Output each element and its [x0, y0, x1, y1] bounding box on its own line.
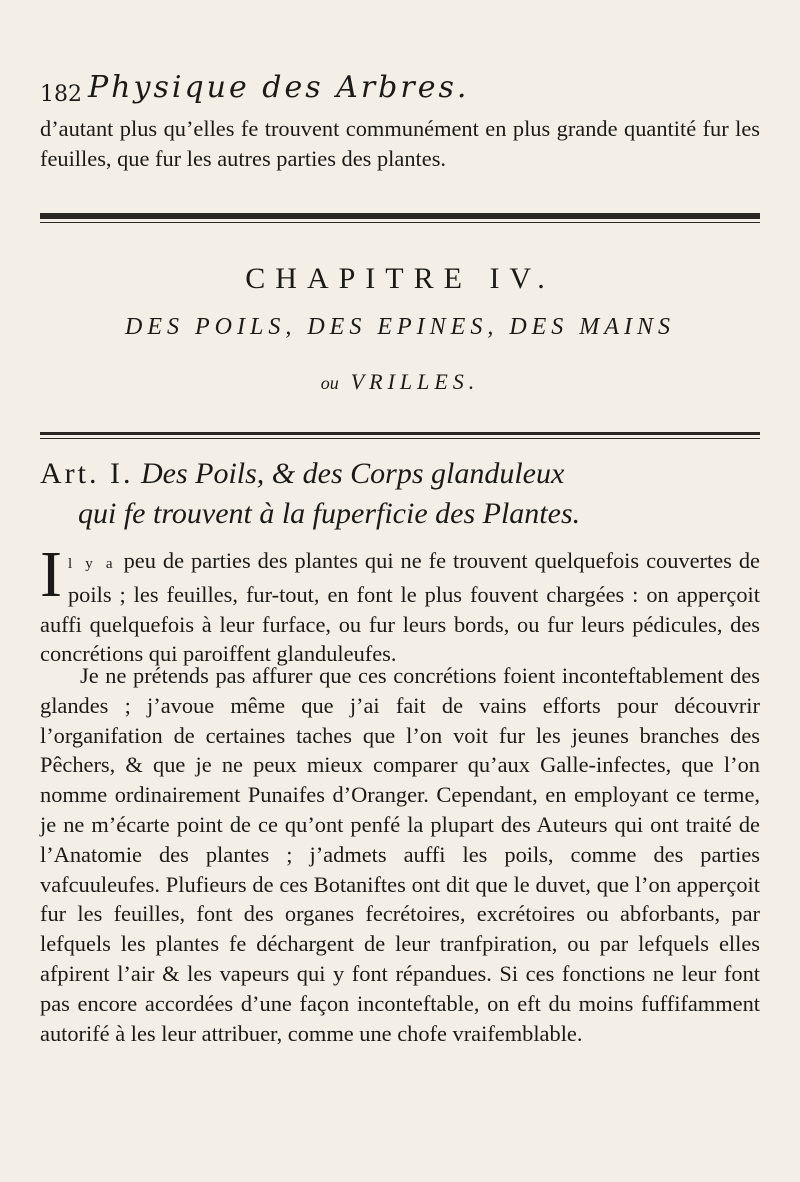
drop-cap: I [40, 538, 62, 611]
chapter-rule-thick [40, 213, 760, 219]
chapter-rule-thin [40, 222, 760, 223]
chapter-subtitle: DES POILS, DES EPINES, DES MAINS [125, 314, 675, 340]
chapter-title: CHAPITRE IV. [245, 262, 555, 295]
subtitle-ou: ou [320, 373, 339, 393]
running-head [40, 70, 760, 110]
page-number: 182 [40, 82, 82, 107]
paragraph-1-smallcaps: l y a [67, 556, 117, 572]
paragraph-1 [40, 538, 760, 669]
chapter-subtitle-line2 [40, 369, 760, 395]
intro-paragraph: d’autant plus qu’elles fe trouvent communément en plus grande quantité fur les feuilles, que fur les autres parties des plantes. [40, 116, 760, 171]
article-title-line1: Des Poils, & des Corps glanduleux [140, 457, 565, 490]
subtitle-vrilles: VRILLES. [350, 369, 480, 394]
running-title: Physique des Arbres. [88, 70, 470, 105]
paragraph-2: Je ne prétends pas affurer que ces concrétions foient inconteftablement des glandes ; j’avoue même que j’ai fait de vains efforts pour découvrir l’organifation de certaines taches que l’on voit fur les jeunes branches des Pêchers, & que je ne peux mieux comparer qu’aux Galle-infectes, que l’on nomme ordinairement Punaifes d’Oranger. Cependant, en employant ce terme, je ne m’écarte point de ce qu’ont penfé la plupart des Auteurs qui ont traité de l’Anatomie des plantes ; j’admets auffi les poils, comme des parties vafcuuleufes. Plufieurs de ces Botaniftes ont dit que le duvet, que l’on apperçoit fur les feuilles, font des organes fecrétoires, excrétoires ou abforbants, par lefquels les plantes fe déchargent de leur tranfpiration, ou par lefquels elles afpirent l’air & les vapeurs qui y font répandues. Si ces fonctions ne leur font pas encore accordées d’une façon inconteftable, on eft du moins fuffifamment autorifé à les leur attribuer, comme une chofe vraifemblable. [40, 663, 760, 1046]
paragraph-1-text: peu de parties des plantes qui ne fe trouvent quelquefois couvertes de poils ; les feuilles, fur-tout, en font le plus fouvent chargées : on apperçoit auffi quelquefois à leur furface, ou fur leurs bords, ou fur leurs pédicules, des concrétions qui paroiffent glanduleufes. [40, 548, 760, 667]
article-label: Art. I. [40, 457, 134, 490]
article-heading [40, 454, 760, 534]
section-rule-thick [40, 432, 760, 435]
article-title-line2: qui fe trouvent à la fuperficie des Plantes. [78, 497, 581, 530]
section-rule-thin [40, 438, 760, 439]
